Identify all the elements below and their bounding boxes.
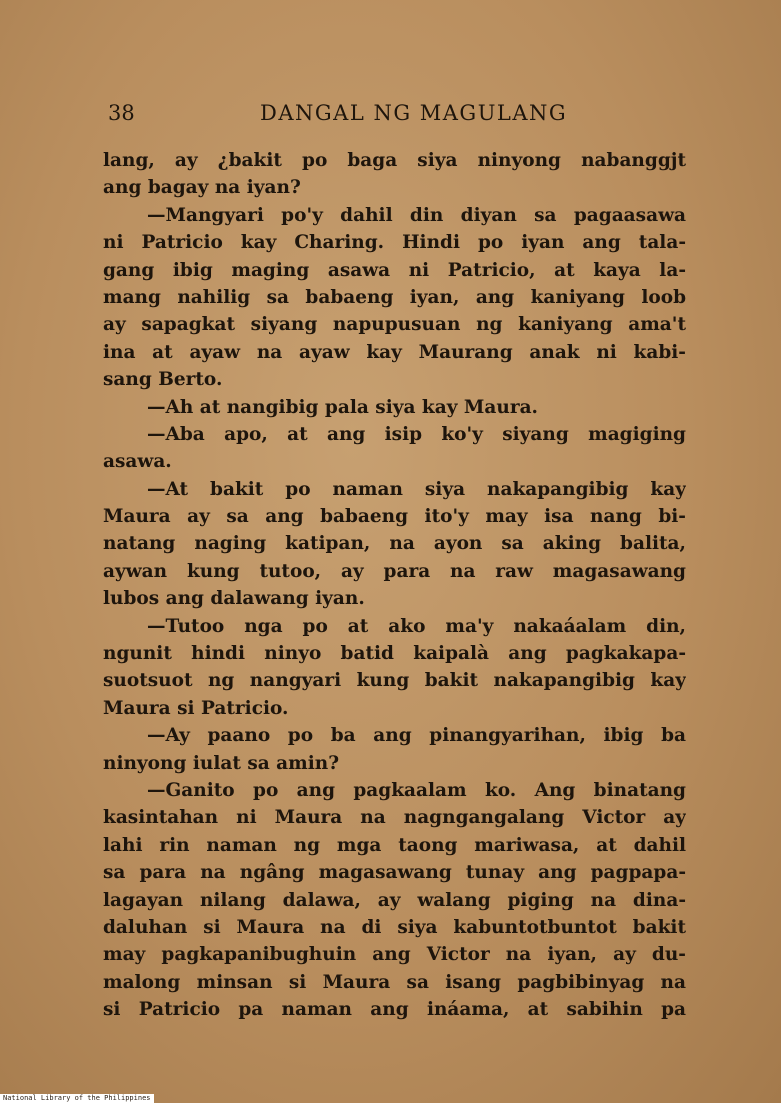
text-line: lahi rin naman ng mga taong mariwasa, at dahil bbox=[103, 834, 686, 856]
text-line: ang bagay na iyan? bbox=[103, 177, 301, 199]
text-line: ni Patricio kay Charing. Hindi po iyan ang tala- bbox=[103, 232, 686, 254]
text-line: —Aba apo, at ang isip ko'y siyang magiging bbox=[147, 423, 686, 445]
text-line: ngunit hindi ninyo batid kaipalà ang pagkakapa- bbox=[103, 643, 686, 665]
text-line: si Patricio pa naman ang ináama, at sabihin pa bbox=[103, 999, 686, 1021]
page-number: 38 bbox=[108, 101, 135, 125]
text-line: ina at ayaw na ayaw kay Maurang anak ni kabi- bbox=[103, 341, 686, 363]
text-line: —Ganito po ang pagkaalam ko. Ang binatang bbox=[147, 779, 686, 801]
page-header bbox=[108, 101, 694, 131]
text-line: lang, ay ¿bakit po baga siya ninyong nabanggjt bbox=[103, 150, 686, 171]
text-line: asawa. bbox=[103, 451, 172, 473]
text-line: —Mangyari po'y dahil din diyan sa pagaasawa bbox=[147, 204, 686, 226]
text-line: aywan kung tutoo, ay para na raw magasawang bbox=[103, 560, 686, 582]
text-line: lagayan nilang dalawa, ay walang piging na dina- bbox=[103, 889, 686, 911]
text-line: kasintahan ni Maura na nagngangalang Victor ay bbox=[103, 807, 686, 829]
text-line: lubos ang dalawang iyan. bbox=[103, 588, 365, 610]
library-credit: National Library of the Philippines bbox=[0, 1094, 154, 1103]
text-line: ay sapagkat siyang napupusuan ng kaniyang ama't bbox=[103, 314, 686, 336]
text-line: daluhan si Maura na di siya kabuntotbuntot bakit bbox=[103, 916, 686, 938]
text-line: suotsuot ng nangyari kung bakit nakapangibig kay bbox=[103, 670, 686, 692]
text-line: sa para na ngâng magasawang tunay ang pagpapa- bbox=[103, 862, 686, 884]
text-line: natang naging katipan, na ayon sa aking balita, bbox=[103, 533, 686, 555]
text-line: Maura ay sa ang babaeng ito'y may isa nang bi- bbox=[103, 506, 686, 528]
text-line: gang ibig maging asawa ni Patricio, at kaya la- bbox=[103, 259, 686, 281]
body-text bbox=[103, 147, 686, 1024]
text-line: —At bakit po naman siya nakapangibig kay bbox=[147, 478, 686, 500]
text-line: sang Berto. bbox=[103, 369, 223, 391]
text-line: mang nahilig sa babaeng iyan, ang kaniyang loob bbox=[103, 286, 686, 308]
text-line: Maura si Patricio. bbox=[103, 697, 289, 719]
text-line: —Ah at nangibig pala siya kay Maura. bbox=[147, 396, 538, 418]
running-title: DANGAL NG MAGULANG bbox=[260, 101, 568, 125]
text-line: may pagkapanibughuin ang Victor na iyan, ay du- bbox=[103, 944, 686, 966]
text-line: ninyong iulat sa amin? bbox=[103, 752, 340, 774]
text-line: —Ay paano po ba ang pinangyarihan, ibig ba bbox=[147, 725, 686, 747]
text-line: —Tutoo nga po at ako ma'y nakaáalam din, bbox=[147, 615, 686, 637]
text-line: malong minsan si Maura sa isang pagbibinyag na bbox=[103, 971, 686, 993]
